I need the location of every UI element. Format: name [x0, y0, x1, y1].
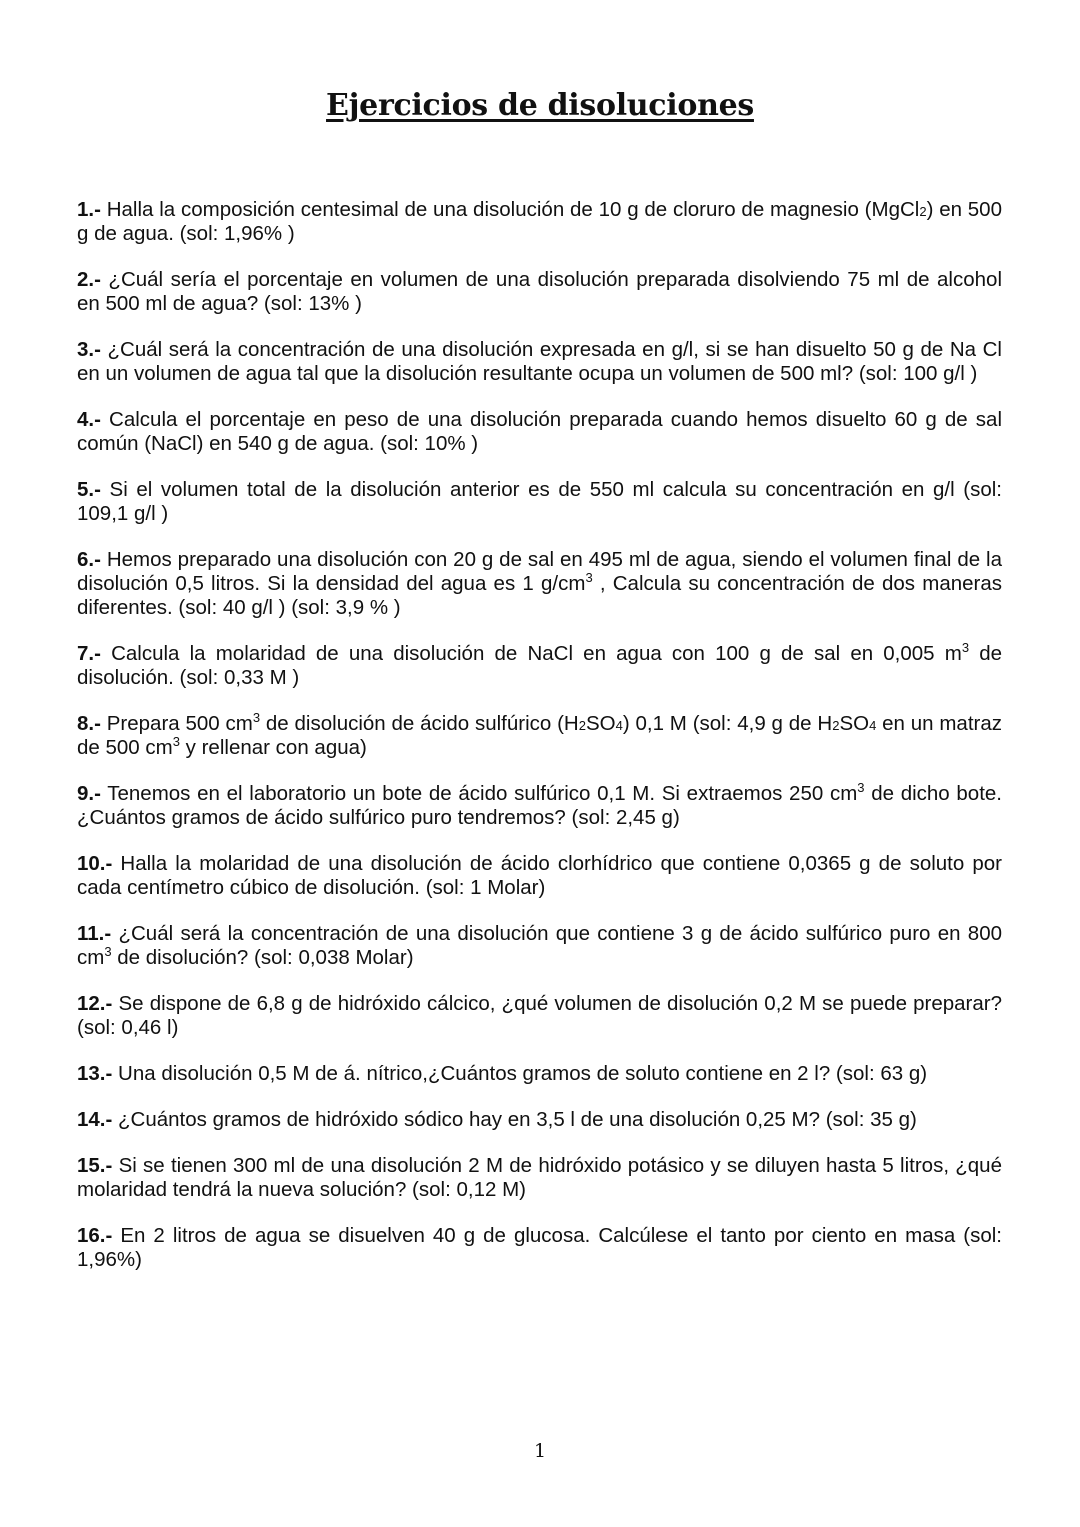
exercise-item — [77, 1108, 1002, 1132]
exercise-number: 4.- — [77, 408, 101, 431]
exercise-text: y rellenar con agua) — [179, 736, 367, 759]
subscript: 4 — [615, 718, 623, 733]
exercise-item — [77, 1062, 1002, 1086]
exercise-number: 11.- — [77, 922, 112, 945]
exercise-text: , Calcula su concentración de dos maneras diferentes. (sol: 40 g/l ) (sol: 3,9 % ) — [77, 572, 1002, 619]
exercise-text: Si el volumen total de la disolución anterior es de 550 ml calcula su concentración en g/l (sol: 109,1 g/l ) — [77, 478, 1002, 525]
subscript: 2 — [832, 718, 840, 733]
subscript: 4 — [869, 718, 877, 733]
exercise-text: Calcula la molaridad de una disolución de NaCl en agua con 100 g de sal en 0,005 m — [100, 642, 962, 665]
exercise-text: ¿Cuál sería el porcentaje en volumen de una disolución preparada disolviendo 75 ml de alcohol en 500 ml de agua? (sol: 13% ) — [77, 268, 1002, 315]
exercise-item — [77, 852, 1002, 900]
exercise-item — [77, 548, 1002, 620]
exercise-number: 16.- — [77, 1224, 113, 1247]
exercise-number: 2.- — [77, 268, 101, 291]
exercise-text: Hemos preparado una disolución con 20 g de sal en 495 ml de agua, siendo el volumen final de la disolución 0,5 litros. Si la densidad del agua es 1 g/cm — [77, 548, 1002, 595]
exercise-item — [77, 1154, 1002, 1202]
exercise-text: ) en 500 g de agua. (sol: 1,96% ) — [77, 198, 1002, 245]
exercise-number: 12.- — [77, 992, 113, 1015]
exercise-text: En 2 litros de agua se disuelven 40 g de glucosa. Calcúlese el tanto por ciento en masa (sol: 1,96%) — [77, 1224, 1002, 1271]
subscript: 2 — [578, 718, 586, 733]
exercise-number: 14.- — [77, 1108, 113, 1131]
exercise-item — [77, 782, 1002, 830]
superscript: 3 — [961, 640, 970, 656]
exercise-text: Calcula el porcentaje en peso de una disolución preparada cuando hemos disuelto 60 g de sal común (NaCl) en 540 g de agua. (sol: 10% ) — [77, 408, 1002, 455]
exercise-item — [77, 992, 1002, 1040]
exercise-number: 7.- — [77, 642, 101, 665]
exercise-text: Una disolución 0,5 M de á. nítrico,¿Cuántos gramos de soluto contiene en 2 l? (sol: 63 g) — [112, 1062, 928, 1085]
exercise-text: de dicho bote. ¿Cuántos gramos de ácido sulfúrico puro tendremos? (sol: 2,45 g) — [77, 782, 1002, 829]
exercise-text: SO — [585, 712, 616, 735]
superscript: 3 — [857, 780, 865, 796]
exercise-item — [77, 1224, 1002, 1272]
exercise-text: Halla la composición centesimal de una disolución de 10 g de cloruro de magnesio (MgCl — [100, 198, 920, 221]
exercise-number: 6.- — [77, 548, 101, 571]
exercise-text: Tenemos en el laboratorio un bote de ácido sulfúrico 0,1 M. Si extraemos 250 cm — [100, 782, 858, 805]
exercise-item — [77, 712, 1002, 760]
exercise-text: ¿Cuántos gramos de hidróxido sódico hay en 3,5 l de una disolución 0,25 M? (sol: 35 g) — [112, 1108, 917, 1131]
exercise-text: ¿Cuál será la concentración de una disolución expresada en g/l, si se han disuelto 50 g de Na Cl en un volumen de agua tal que la disolución resultante ocupa un volumen de 500 ml? (sol: 100 g/l ) — [77, 338, 1002, 385]
subscript: 2 — [919, 204, 927, 219]
superscript: 3 — [585, 570, 593, 586]
exercise-text: Si se tienen 300 ml de una disolución 2 M de hidróxido potásico y se diluyen hasta 5 litros, ¿qué molaridad tendrá la nueva solución? (sol: 0,12 M) — [77, 1154, 1002, 1201]
exercise-item — [77, 338, 1002, 386]
exercise-number: 10.- — [77, 852, 113, 875]
exercise-item — [77, 642, 1002, 690]
exercise-item — [77, 922, 1002, 970]
page-number: 1 — [533, 1440, 547, 1462]
exercise-number: 13.- — [77, 1062, 113, 1085]
exercise-number: 1.- — [77, 198, 101, 221]
exercise-list — [77, 198, 1002, 1294]
superscript: 3 — [252, 710, 261, 726]
superscript: 3 — [104, 944, 112, 960]
exercise-text: ¿Cuál será la concentración de una disolución que contiene 3 g de ácido sulfúrico puro en 800 cm — [77, 922, 1002, 969]
exercise-text: Halla la molaridad de una disolución de ácido clorhídrico que contiene 0,0365 g de soluto por cada centímetro cúbico de disolución. (sol: 1 Molar) — [77, 852, 1002, 899]
exercise-number: 5.- — [77, 478, 101, 501]
exercise-item — [77, 268, 1002, 316]
exercise-text: en un matraz de 500 cm — [77, 712, 1003, 759]
exercise-text: de disolución? (sol: 0,038 Molar) — [111, 946, 414, 969]
exercise-number: 15.- — [77, 1154, 113, 1177]
exercise-text: de disolución de ácido sulfúrico (H — [260, 712, 579, 735]
exercise-number: 3.- — [77, 338, 101, 361]
exercise-number: 9.- — [77, 782, 101, 805]
exercise-item — [77, 478, 1002, 526]
exercise-text: Se dispone de 6,8 g de hidróxido cálcico, ¿qué volumen de disolución 0,2 M se puede preparar? (sol: 0,46 l) — [77, 992, 1002, 1039]
page-title: Ejercicios de disoluciones — [326, 88, 754, 123]
exercise-item — [77, 198, 1002, 246]
superscript: 3 — [172, 734, 180, 750]
exercise-text: ) 0,1 M (sol: 4,9 g de H — [622, 712, 833, 735]
exercise-text: Prepara 500 cm — [100, 712, 253, 735]
exercise-text: de disolución. (sol: 0,33 M ) — [77, 642, 1003, 689]
exercise-text: SO — [839, 712, 870, 735]
exercise-number: 8.- — [77, 712, 101, 735]
exercise-item — [77, 408, 1002, 456]
